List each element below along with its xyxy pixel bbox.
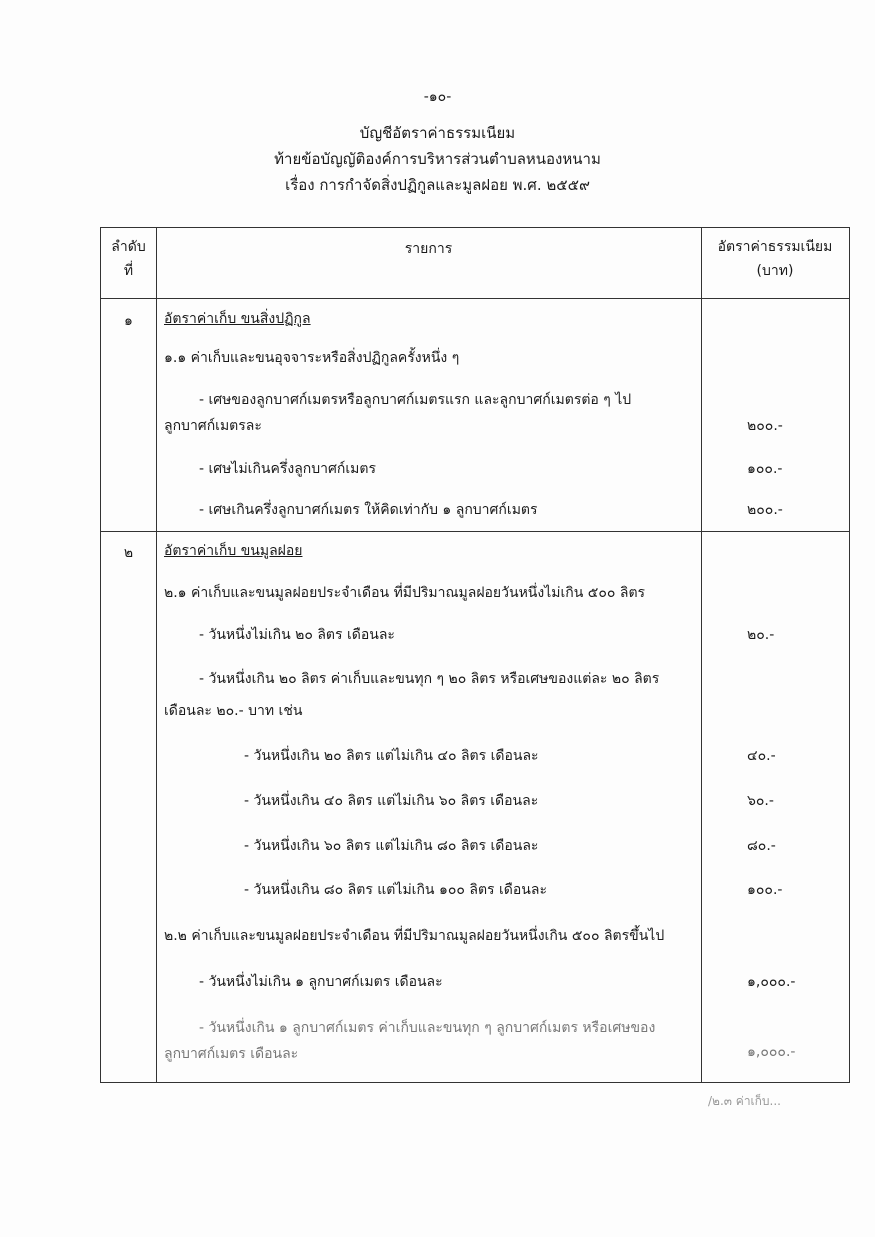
section2-sub1: ๒.๑ ค่าเก็บและขนมูลฝอยประจำเดือน ที่มีปริมาณมูลฝอยวันหนึ่งไม่เกิน ๕๐๐ ลิตร [164, 585, 646, 601]
section2-row2-line1: - วันหนึ่งเกิน ๒๐ ลิตร ค่าเก็บและขนทุก ๆ ๒๐ ลิตร หรือเศษของแต่ละ ๒๐ ลิตร [199, 671, 660, 687]
fee-table [100, 227, 850, 1083]
section2-row8-line1: - วันหนึ่งเกิน ๑ ลูกบาศก์เมตร ค่าเก็บและขนทุก ๆ ลูกบาศก์เมตร หรือเศษของ [199, 1020, 656, 1036]
section2-row8-fee: ๑,๐๐๐.- [747, 1044, 796, 1060]
section1-row3-fee: ๒๐๐.- [747, 502, 783, 518]
section1-number: ๑ [124, 313, 133, 329]
document-title-line3: เรื่อง การกำจัดสิ่งปฏิกูลและมูลฝอย พ.ศ. ๒๕๕๙ [285, 176, 590, 194]
section2-row7-fee: ๑,๐๐๐.- [747, 974, 796, 990]
section2-row1: - วันหนึ่งไม่เกิน ๒๐ ลิตร เดือนละ [199, 627, 395, 643]
section2-heading: อัตราค่าเก็บ ขนมูลฝอย [164, 543, 303, 559]
section2-row8-line2: ลูกบาศก์เมตร เดือนละ [164, 1046, 299, 1062]
section2-number: ๒ [123, 545, 134, 561]
section2-row4: - วันหนึ่งเกิน ๔๐ ลิตร แต่ไม่เกิน ๖๐ ลิตร เดือนละ [244, 793, 539, 809]
header-no-line2: ที่ [123, 263, 134, 279]
section2-row1-fee: ๒๐.- [747, 627, 775, 643]
page-number: -๑๐- [423, 89, 452, 105]
section1-row2-fee: ๑๐๐.- [747, 461, 783, 477]
section1-row1-fee: ๒๐๐.- [747, 418, 783, 434]
section1-row3: - เศษเกินครึ่งลูกบาศก์เมตร ให้คิดเท่ากับ ๑ ลูกบาศก์เมตร [199, 502, 538, 518]
section2-row6: - วันหนึ่งเกิน ๘๐ ลิตร แต่ไม่เกิน ๑๐๐ ลิตร เดือนละ [244, 882, 547, 898]
section2-row5-fee: ๘๐.- [747, 838, 776, 854]
section2-row7: - วันหนึ่งไม่เกิน ๑ ลูกบาศก์เมตร เดือนละ [199, 974, 443, 990]
section2-row3-fee: ๔๐.- [747, 748, 776, 764]
document-title-line1: บัญชีอัตราค่าธรรมเนียม [359, 124, 516, 142]
section1-sub1: ๑.๑ ค่าเก็บและขนอุจจาระหรือสิ่งปฏิกูลครั้งหนึ่ง ๆ [164, 350, 460, 366]
section2-row3: - วันหนึ่งเกิน ๒๐ ลิตร แต่ไม่เกิน ๔๐ ลิตร เดือนละ [244, 748, 539, 764]
header-fee-line1: อัตราค่าธรรมเนียม [717, 239, 833, 255]
section1-row2: - เศษไม่เกินครึ่งลูกบาศก์เมตร [199, 461, 377, 477]
section2-row2-line2: เดือนละ ๒๐.- บาท เช่น [164, 703, 303, 719]
section1-row1-line2: ลูกบาศก์เมตรละ [164, 418, 262, 434]
column-divider [156, 228, 157, 1082]
document-title-line2: ท้ายข้อบัญญัติองค์การบริหารส่วนตำบลหนองหนาม [274, 150, 601, 168]
section2-sub2: ๒.๒ ค่าเก็บและขนมูลฝอยประจำเดือน ที่มีปริมาณมูลฝอยวันหนึ่งเกิน ๕๐๐ ลิตรขึ้นไป [164, 928, 665, 944]
header-divider [101, 298, 849, 299]
continuation-note: /๒.๓ ค่าเก็บ... [708, 1094, 781, 1108]
column-divider [701, 228, 702, 1082]
header-fee-line2: (บาท) [756, 263, 794, 279]
section-divider [101, 531, 849, 532]
header-item: รายการ [404, 241, 453, 257]
section1-row1-line1: - เศษของลูกบาศก์เมตรหรือลูกบาศก์เมตรแรก และลูกบาศก์เมตรต่อ ๆ ไป [199, 392, 632, 408]
section1-heading: อัตราค่าเก็บ ขนสิ่งปฏิกูล [164, 311, 311, 327]
header-no-line1: ลำดับ [111, 239, 146, 255]
section2-row6-fee: ๑๐๐.- [747, 882, 783, 898]
section2-row5: - วันหนึ่งเกิน ๖๐ ลิตร แต่ไม่เกิน ๘๐ ลิตร เดือนละ [244, 838, 539, 854]
section2-row4-fee: ๖๐.- [747, 793, 774, 809]
